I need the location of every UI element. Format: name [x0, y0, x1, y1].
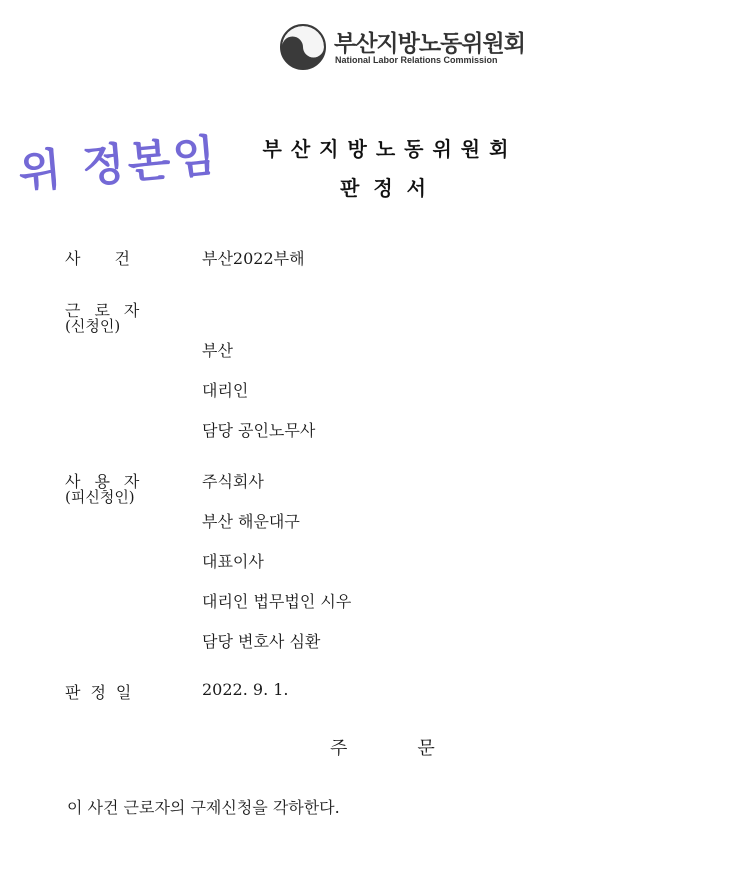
employer-representative: 대표이사 — [202, 552, 264, 571]
worker-agent: 대리인 — [202, 381, 249, 400]
logo-name-korean: 부산지방노동위원회 — [334, 31, 525, 57]
main-order-text: 이 사건 근로자의 구제신청을 각하한다. — [67, 798, 340, 817]
employer-name: 주식회사 — [202, 472, 264, 491]
case-label: 사건 — [65, 249, 164, 268]
employer-agent-detail: 담당 변호사 심환 — [202, 632, 321, 651]
employer-address: 부산 해운대구 — [202, 512, 300, 531]
worker-sublabel: (신청인) — [65, 317, 121, 335]
employer-agent: 대리인 법무법인 시우 — [202, 592, 352, 611]
main-order-heading: 주문 — [330, 738, 505, 759]
commission-title: 부산지방노동위원회 — [262, 137, 518, 161]
employer-label: 사용자 — [65, 472, 154, 491]
employer-sublabel: (피신청인) — [65, 488, 135, 506]
government-emblem-icon — [280, 24, 326, 70]
commission-logo — [280, 22, 525, 74]
decision-date-label: 판정일 — [65, 683, 142, 702]
worker-address: 부산 — [202, 341, 233, 360]
decision-date-value: 2022. 9. 1. — [202, 680, 289, 699]
certified-copy-stamp: 위 정본임 — [16, 130, 221, 199]
worker-label: 근로자 — [65, 301, 154, 320]
logo-name-english: National Labor Relations Commission — [335, 55, 498, 65]
case-value: 부산2022부해 — [202, 249, 305, 268]
document-title: 판정서 — [340, 176, 440, 200]
worker-agent-detail: 담당 공인노무사 — [202, 421, 316, 440]
